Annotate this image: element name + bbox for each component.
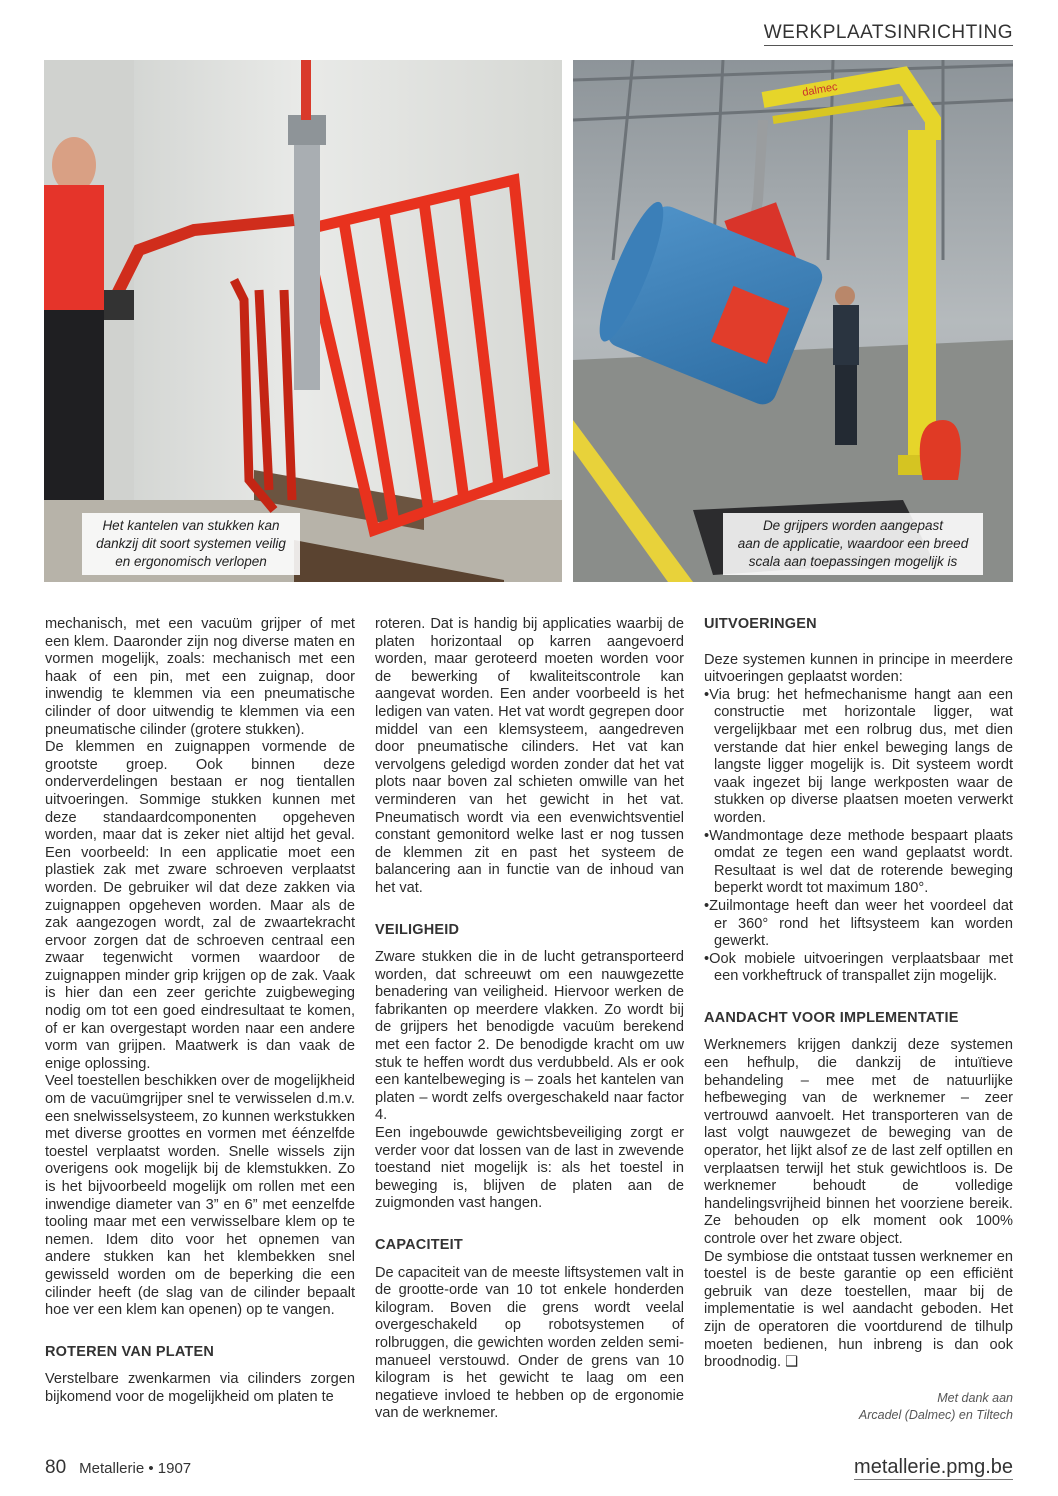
section-heading: ROTEREN VAN PLATEN <box>45 1343 215 1360</box>
paragraph: De capaciteit van de meeste liftsystemen valt in de grootte-orde van 10 tot enkele honderden kilogram. Boven die grens wordt veelal overgeschakeld op robotsystemen of rolbruggen, die gewichten worden zelden semi-manueel verstouwd. Onder de grens van 10 kilogram is het gewicht te laag om een negatieve invloed te hebben op de ergonomie van de werknemer. <box>375 1264 684 1422</box>
page-number: 80 <box>45 1457 67 1478</box>
photo-barrel-lifter <box>573 60 1013 582</box>
text-column-1 <box>45 616 355 1407</box>
caption-line: De grijpers worden aangepast <box>762 518 944 533</box>
photo-plate-tilter <box>44 60 562 582</box>
paragraph: roteren. Dat is handig bij applicaties waarbij de platen horizontaal op karren aangevoerd worden, maar geroteerd moeten worden voor de bewerking of kwaliteitscontrole kan aangevat worden. Een ander voorbeeld is het ledigen van vaten. Het vat wordt gegrepen door middel van een klemsysteem, aangedreven door pneumatische cilinders. Het vat kan vervolgens geledigd worden zonder dat het vat plots naar boven zal schieten omwille van het verminderen van het gewicht in het vat. Pneumatisch wordt via een evenwichtsventiel constant gemonitord welke last er nog tussen de klemmen zit en past het systeem de balancering aan in functie van de inhoud van het vat. <box>375 616 684 896</box>
bullet-list <box>704 687 1013 986</box>
caption-line: Het kantelen van stukken kan <box>102 518 280 533</box>
paragraph: Verstelbare zwenkarmen via cilinders zorgen bijkomend voor de mogelijkheid om platen te <box>45 1371 355 1405</box>
list-item: •Ook mobiele uitvoeringen verplaatsbaar met een vorkheftruck of transpallet zijn mogelijk. <box>704 950 1013 985</box>
magazine-issue: Metallerie • 1907 <box>79 1460 192 1477</box>
paragraph: Veel toestellen beschikken over de mogelijkheid om de vacuümgrijper snel te verwisselen d.m.v. een snelwisselsysteem, zo kunnen werkstukken met diverse groottes en vormen met éénzelfde toestel verplaatst worden. Snelle wissels zijn overigens ook mogelijk bij de klemstukken. Zo is het bijvoorbeeld mogelijk om rollen met een inwendige diameter van 3” en 6” met eenzelfde tooling maar met een verwisselbare klem op te nemen. Idem dito voor het opnemen van andere stukken kan het klembekken snel gewisseld worden om de beperking die een cilinder heeft (de slag van de cilinder bepaalt hoe ver een klem kan openen) op te vangen. <box>45 1073 355 1319</box>
barrel-lifter-illustration <box>573 60 1013 582</box>
list-item: •Via brug: het hefmechanisme hangt aan een constructie met horizontale ligger, wat vergelijkbaar met een rolbrug dus, met dien verstande dat hier enkel beweging langs de langste ligger mogelijk is. Dit systeem wordt vaak ingezet bij lange werkposten waar de stukken op diverse plaatsen moeten verwerkt worden. <box>704 686 1013 826</box>
section-heading: AANDACHT VOOR IMPLEMENTATIE <box>704 1009 959 1026</box>
text-column-2 <box>375 616 684 1423</box>
paragraph: Werknemers krijgen dankzij deze systemen een hefhulp, die dankzij de intuïtieve behandeling – mee met de natuurlijke hefbeweging van de werknemer – zeer vertrouwd aanvoelt. Het transporteren van de last volgt nauwgezet de beweging van de operator, het lijkt alsof ze de last zelf optillen en verplaatsen terwijl het stuk gewichtloos is. De werknemer behoudt de volledige handelingsvrijheid binnen het voorziene bereik. Ze behouden op elk moment ook 100% controle over het zware object. <box>704 1037 1013 1247</box>
text-column-3 <box>704 616 1013 1424</box>
paragraph: Een ingebouwde gewichtsbeveiliging zorgt er verder voor dat lossen van de last in zwevende toestand niet mogelijk is: als het toestel in beweging is, blijven de platen aan de zuigmonden vast hangen. <box>375 1125 684 1212</box>
paragraph: Deze systemen kunnen in principe in meerdere uitvoeringen geplaatst worden: <box>704 651 1013 686</box>
section-heading: CAPACITEIT <box>375 1237 463 1253</box>
website-link[interactable]: metallerie.pmg.be <box>854 1456 1013 1478</box>
caption-line: aan de applicatie, waardoor een breed <box>737 536 969 551</box>
crane-brand-label: dalmec <box>801 80 839 99</box>
paragraph: De symbiose die ontstaat tussen werknemer en toestel is de beste garantie op een efficiënt gebruik van deze toestellen, maar bij de implementatie is wel aandacht geboden. Het zijn de operatoren die voortdurend de tilhulp moeten bedienen, hun inbreng is dan ook broodnodig. ❑ <box>704 1248 1013 1371</box>
section-heading: UITVOERINGEN <box>704 616 817 632</box>
credit-line: Arcadel (Dalmec) en Tiltech <box>858 1407 1013 1422</box>
photo-caption-right <box>723 513 983 575</box>
caption-line: dankzij dit soort systemen veilig <box>96 536 286 551</box>
section-heading: VEILIGHEID <box>375 921 460 938</box>
credit-line: Met dank aan <box>937 1390 1013 1405</box>
credit <box>704 1390 1013 1424</box>
caption-line: en ergonomisch verlopen <box>115 554 267 569</box>
list-item: •Zuilmontage heeft dan weer het voordeel dat er 360° rond het liftsysteem kan worden gewerkt. <box>704 897 1013 950</box>
section-title: WERKPLAATSINRICHTING <box>764 22 1013 46</box>
caption-line: scala aan toepassingen mogelijk is <box>748 554 958 569</box>
paragraph: mechanisch, met een vacuüm grijper of met een klem. Daaronder zijn nog diverse maten en vormen mogelijk, zoals: mechanisch met een haak of een pin, met een zuignap, door inwendig te klemmen via een pneumatische cilinder of door uitwendig te klemmen via een pneumatische cilinder (grotere stukken). <box>45 616 355 738</box>
list-item: •Wandmontage deze methode bespaart plaats omdat ze tegen een wand geplaatst wordt. Resultaat is wel dat de roterende beweging beperkt wordt tot maximum 180°. <box>704 827 1013 897</box>
paragraph: Zware stukken die in de lucht getransporteerd worden, dat schreeuwt om een nauwgezette benadering van veiligheid. Hiervoor werken de fabrikanten op meerdere vlakken. Zo wordt bij de grijpers het benodigde vacuüm berekend met een factor 2. De benodigde kracht om uw stuk te heffen wordt dus verdubbeld. Als er ook een kantelbeweging is – zoals het kantelen van platen – wordt zelfs overgeschakeld naar factor 4. <box>375 949 684 1124</box>
footer-info <box>45 1457 191 1479</box>
photo-caption-left <box>82 513 300 575</box>
paragraph: De klemmen en zuignappen vormende de grootste groep. Ook binnen deze onderverdelingen bestaan er nog tientallen uitvoeringen. Sommige stukken kunnen met deze standaardcomponenten opgeheven worden, maar dat is zeker niet altijd het geval. Een voorbeeld: In een applicatie moet een plastiek zak met zware schroeven verplaatst worden. De gebruiker wil dat deze zakken via zuignappen opgeheven worden. Maar als de zak aangezogen wordt, zal de zwaartekracht ervoor zorgen dat de schroeven centraal een zwaar tegenwicht vormen waardoor de zuignappen minder grip krijgen op de zak. Vaak is hier dan een zeer gerichte zuigbeweging nodig om tot een goed eindresultaat te komen, of er kan overgestapt worden naar een andere vorm van grijpen. Maatwerk is dan vaak de enige oplossing. <box>45 739 355 1072</box>
plate-tilter-illustration <box>44 60 562 582</box>
